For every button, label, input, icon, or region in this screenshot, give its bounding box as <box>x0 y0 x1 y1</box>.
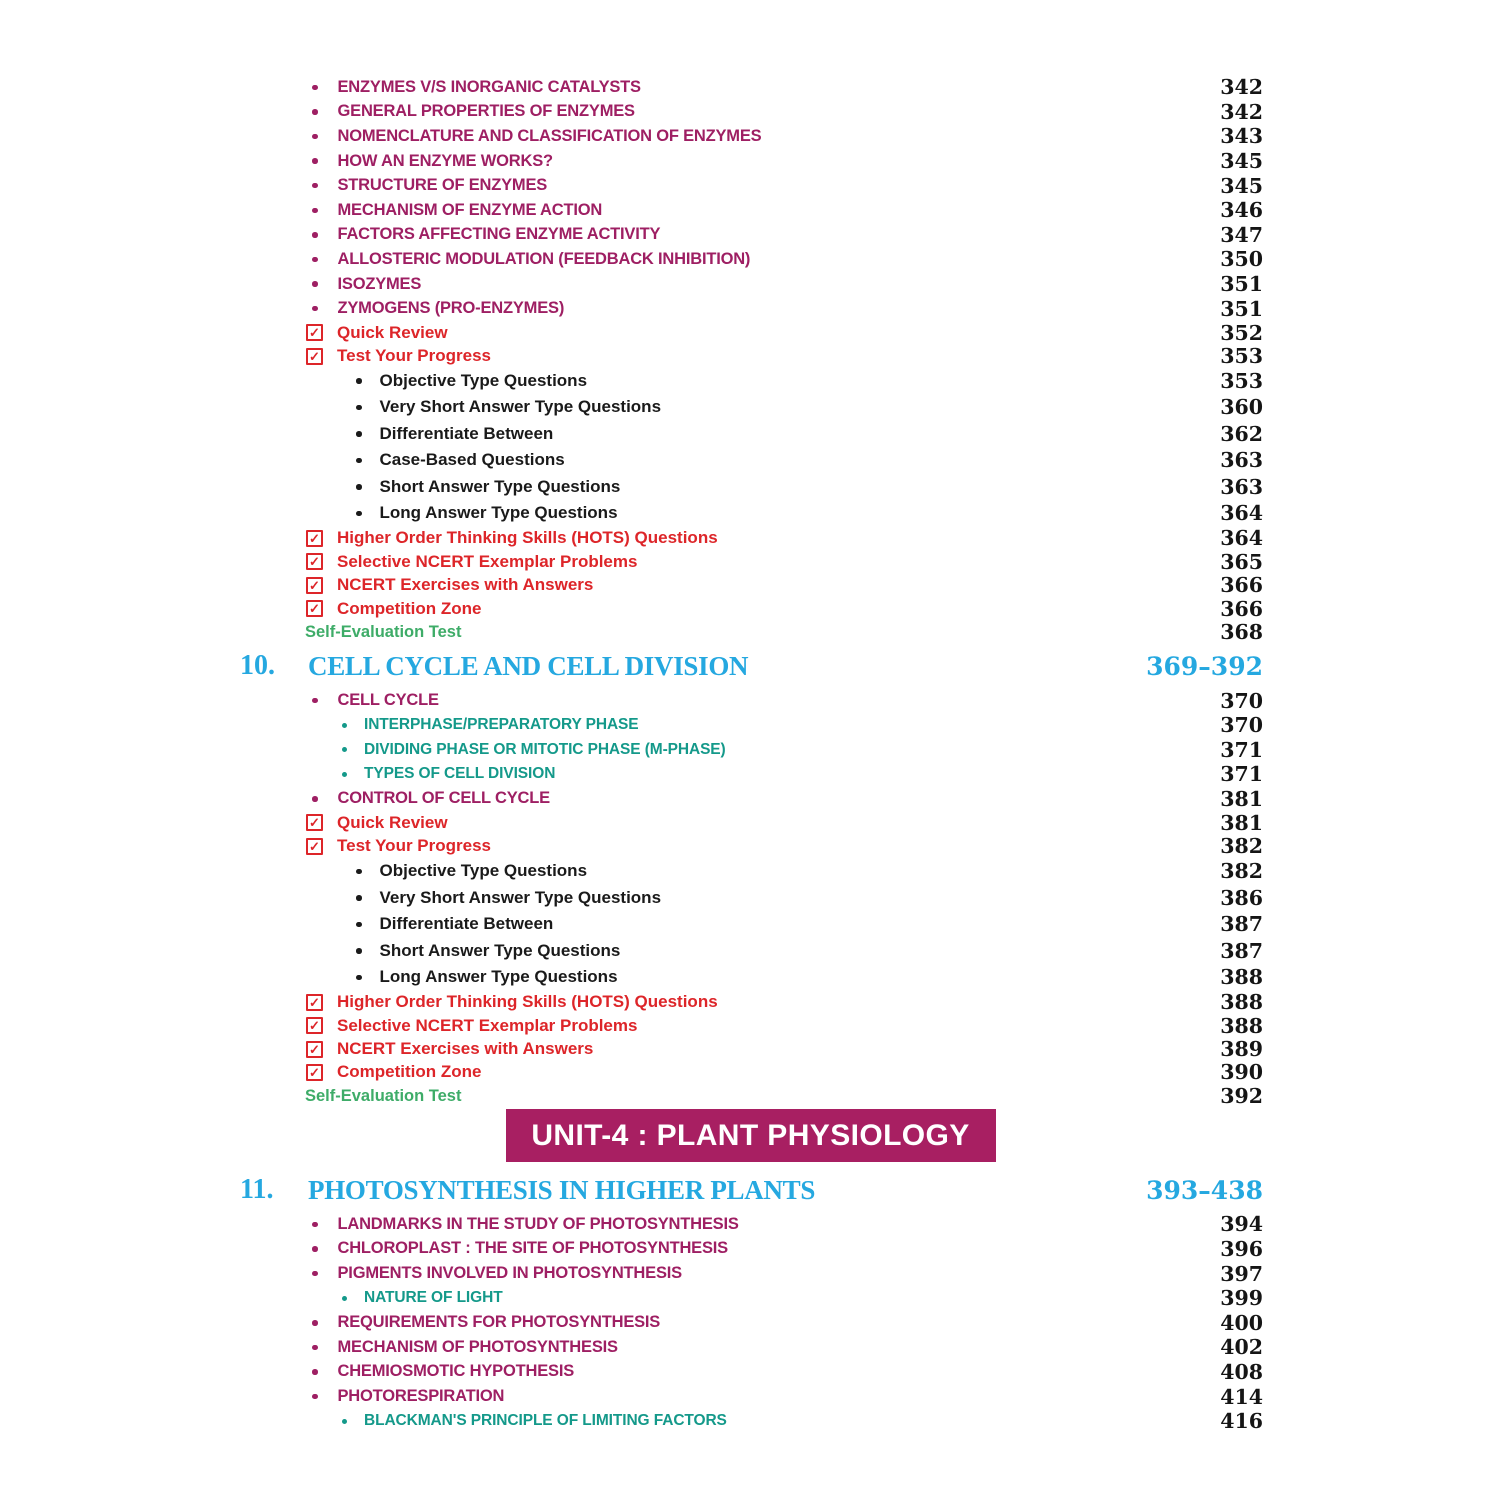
bullet-dot-icon <box>312 698 318 704</box>
bullet-dot-icon <box>312 306 318 312</box>
toc-entry-row <box>238 296 1263 321</box>
bullet-dot-icon <box>342 747 347 752</box>
toc-entry-row <box>238 911 1263 938</box>
toc-entry-row <box>238 1237 1263 1262</box>
toc-entry-label: Short Answer Type Questions <box>379 476 621 496</box>
toc-entry-label: NATURE OF LIGHT <box>364 1289 503 1307</box>
page-number: 397 <box>1220 1261 1263 1286</box>
toc-entry-row <box>238 421 1263 448</box>
unit-banner-label: UNIT-4 : PLANT PHYSIOLOGY <box>531 1118 970 1152</box>
page-number: 366 <box>1220 573 1263 598</box>
toc-entry-label: ENZYMES V/S INORGANIC CATALYSTS <box>337 77 641 96</box>
toc-entry-label: Differentiate Between <box>379 423 554 443</box>
toc-entry-label: NCERT Exercises with Answers <box>337 1039 594 1058</box>
toc-entry-row <box>238 938 1263 965</box>
page-number: 360 <box>1220 395 1263 420</box>
toc-entry-label: Very Short Answer Type Questions <box>379 887 662 907</box>
page-number: 388 <box>1220 1013 1263 1038</box>
bullet-dot-icon <box>312 1246 318 1252</box>
page-number: 342 <box>1220 75 1263 100</box>
checked-checkbox-icon: ✓ <box>306 600 323 617</box>
page-number: 345 <box>1220 149 1263 174</box>
toc-entry-label: Competition Zone <box>337 598 482 618</box>
chapter-page-range: 369–392 <box>1146 651 1263 681</box>
bullet-dot-icon <box>312 281 318 287</box>
toc-entry-label: ALLOSTERIC MODULATION (FEEDBACK INHIBITION) <box>337 249 751 268</box>
toc-entry-label: Very Short Answer Type Questions <box>379 397 662 417</box>
toc-entry-label: Quick Review <box>337 322 448 342</box>
bullet-dot-icon <box>356 511 362 517</box>
toc-entry-label: Selective NCERT Exemplar Problems <box>337 1015 638 1035</box>
page-number: 364 <box>1220 526 1263 551</box>
toc-entry-row <box>238 247 1263 272</box>
bullet-dot-icon <box>312 183 318 189</box>
toc-entry-label: TYPES OF CELL DIVISION <box>364 765 556 783</box>
page-number: 381 <box>1220 786 1263 811</box>
page-number: 342 <box>1220 99 1263 124</box>
page-number: 351 <box>1220 296 1263 321</box>
toc-entry-row <box>238 1037 1263 1060</box>
toc-entry-row <box>238 173 1263 198</box>
page-number: 353 <box>1220 368 1263 393</box>
toc-entry-label: Long Answer Type Questions <box>379 503 618 523</box>
toc-entry-row <box>238 223 1263 248</box>
bullet-dot-icon <box>312 109 318 115</box>
bullet-dot-icon <box>356 869 362 875</box>
page-number: 414 <box>1220 1384 1263 1409</box>
chapter-number: 10. <box>240 650 275 682</box>
page-number: 408 <box>1220 1359 1263 1384</box>
chapter-number: 11. <box>240 1174 274 1206</box>
toc-entry-label: BLACKMAN'S PRINCIPLE OF LIMITING FACTORS <box>364 1412 727 1430</box>
toc-entry-label: LANDMARKS IN THE STUDY OF PHOTOSYNTHESIS <box>337 1214 739 1233</box>
toc-entry-row <box>238 1310 1263 1335</box>
toc-entry-row <box>238 272 1263 297</box>
toc-entry-label: Selective NCERT Exemplar Problems <box>337 551 638 571</box>
checked-checkbox-icon: ✓ <box>306 814 323 831</box>
toc-entry-row <box>238 198 1263 223</box>
chapter-page-range: 393–438 <box>1146 1175 1263 1205</box>
bullet-dot-icon <box>356 922 362 928</box>
toc-entry-row <box>238 713 1263 738</box>
toc-entry-row <box>238 1084 1263 1108</box>
page-number: 387 <box>1220 938 1263 963</box>
toc-entry-label: Quick Review <box>337 812 448 832</box>
toc-entry-row <box>238 321 1263 344</box>
checked-checkbox-icon: ✓ <box>306 530 323 547</box>
toc-entry-label: Case-Based Questions <box>379 450 565 470</box>
page-number: 382 <box>1220 859 1263 884</box>
toc-entry-row <box>238 1335 1263 1360</box>
toc-entry-label: CHLOROPLAST : THE SITE OF PHOTOSYNTHESIS <box>337 1239 728 1258</box>
toc-entry-label: Self-Evaluation Test <box>305 1086 462 1105</box>
toc-entry-row <box>238 447 1263 474</box>
toc-entry-row <box>238 964 1263 991</box>
page-number: 370 <box>1220 713 1263 738</box>
toc-entry-row <box>238 737 1263 762</box>
toc-entry-label: MECHANISM OF PHOTOSYNTHESIS <box>337 1337 618 1356</box>
checked-checkbox-icon: ✓ <box>306 324 323 341</box>
toc-entry-label: NCERT Exercises with Answers <box>337 575 594 595</box>
chapter-title: PHOTOSYNTHESIS IN HIGHER PLANTS <box>308 1174 816 1205</box>
bullet-dot-icon <box>356 405 362 411</box>
toc-entry-label: PIGMENTS INVOLVED IN PHOTOSYNTHESIS <box>337 1264 682 1283</box>
toc-entry-label: Objective Type Questions <box>379 861 588 881</box>
bullet-dot-icon <box>312 1222 318 1228</box>
page-number: 345 <box>1220 173 1263 198</box>
bullet-dot-icon <box>312 1271 318 1277</box>
toc-entry-label: NOMENCLATURE AND CLASSIFICATION OF ENZYMES <box>337 126 762 145</box>
toc-entry-label: Competition Zone <box>337 1062 482 1082</box>
toc-entry-row <box>238 835 1263 858</box>
toc-entry-row <box>238 1409 1263 1434</box>
bullet-dot-icon <box>356 948 362 954</box>
page-number: 350 <box>1220 247 1263 272</box>
unit-banner-row <box>238 1109 1263 1162</box>
toc-entry-row <box>238 368 1263 395</box>
page-number: 370 <box>1220 688 1263 713</box>
toc-entry-row <box>238 1286 1263 1311</box>
page-number: 363 <box>1220 448 1263 473</box>
checked-checkbox-icon: ✓ <box>306 348 323 365</box>
page-number: 346 <box>1220 198 1263 223</box>
toc-entry-label: Higher Order Thinking Skills (HOTS) Questions <box>337 528 718 548</box>
toc-entry-label: ISOZYMES <box>337 274 422 293</box>
toc-entry-label: Higher Order Thinking Skills (HOTS) Questions <box>337 992 718 1012</box>
page-number: 351 <box>1220 272 1263 297</box>
chapter-heading-row <box>238 646 1263 686</box>
bullet-dot-icon <box>356 458 362 464</box>
page-number: 381 <box>1220 810 1263 835</box>
toc-entry-row <box>238 811 1263 834</box>
bullet-dot-icon <box>342 1419 347 1424</box>
bullet-dot-icon <box>312 85 318 91</box>
page-number: 390 <box>1220 1060 1263 1085</box>
page-number: 382 <box>1220 834 1263 859</box>
page-number: 353 <box>1220 344 1263 369</box>
toc-entry-label: CHEMIOSMOTIC HYPOTHESIS <box>337 1362 575 1381</box>
toc-entry-label: MECHANISM OF ENZYME ACTION <box>337 200 603 219</box>
checked-checkbox-icon: ✓ <box>306 1017 323 1034</box>
page-number: 388 <box>1220 990 1263 1015</box>
toc-entry-row <box>238 1061 1263 1084</box>
toc-entry-label: INTERPHASE/PREPARATORY PHASE <box>364 716 639 734</box>
bullet-dot-icon <box>356 431 362 437</box>
toc-entry-row <box>238 787 1263 812</box>
toc-entry-label: Short Answer Type Questions <box>379 940 621 960</box>
bullet-dot-icon <box>312 208 318 214</box>
page-number: 396 <box>1220 1236 1263 1261</box>
toc-entry-row <box>238 1212 1263 1237</box>
page-number: 347 <box>1220 222 1263 247</box>
toc-entry-row <box>238 991 1263 1014</box>
toc-entry-label: FACTORS AFFECTING ENZYME ACTIVITY <box>337 225 661 244</box>
checked-checkbox-icon: ✓ <box>306 577 323 594</box>
page-number: 363 <box>1220 474 1263 499</box>
checked-checkbox-icon: ✓ <box>306 1064 323 1081</box>
bullet-dot-icon <box>312 232 318 238</box>
toc-entry-label: CELL CYCLE <box>337 691 439 710</box>
page-number: 368 <box>1220 620 1263 645</box>
page-number: 416 <box>1220 1409 1263 1434</box>
toc-entry-label: DIVIDING PHASE OR MITOTIC PHASE (M-PHASE) <box>364 740 726 758</box>
bullet-dot-icon <box>312 1345 318 1351</box>
toc-entry-label: HOW AN ENZYME WORKS? <box>337 151 553 170</box>
page-number: 364 <box>1220 501 1263 526</box>
toc-entry-label: Long Answer Type Questions <box>379 967 618 987</box>
toc-entry-row <box>238 474 1263 501</box>
page-number: 352 <box>1220 320 1263 345</box>
toc-entry-row <box>238 1384 1263 1409</box>
page-number: 400 <box>1220 1310 1263 1335</box>
toc-entry-label: REQUIREMENTS FOR PHOTOSYNTHESIS <box>337 1313 661 1332</box>
toc-entry-row <box>238 597 1263 620</box>
bullet-dot-icon <box>312 134 318 140</box>
toc-entry-row <box>238 1261 1263 1286</box>
page-number: 388 <box>1220 965 1263 990</box>
page-number: 371 <box>1220 762 1263 787</box>
page-number: 394 <box>1220 1212 1263 1237</box>
toc-entry-label: Self-Evaluation Test <box>305 622 462 641</box>
bullet-dot-icon <box>342 772 347 777</box>
bullet-dot-icon <box>356 484 362 490</box>
page-number: 392 <box>1220 1084 1263 1109</box>
toc-entry-row <box>238 550 1263 573</box>
toc-entry-label: PHOTORESPIRATION <box>337 1387 505 1406</box>
toc-entry-row <box>238 344 1263 367</box>
toc-entry-row <box>238 1360 1263 1385</box>
page-number: 371 <box>1220 737 1263 762</box>
toc-entry-row <box>238 858 1263 885</box>
toc-entry-row <box>238 75 1263 100</box>
toc-entry-label: Differentiate Between <box>379 914 554 934</box>
page-number: 387 <box>1220 912 1263 937</box>
page-number: 366 <box>1220 596 1263 621</box>
toc-entry-label: Objective Type Questions <box>379 370 588 390</box>
bullet-dot-icon <box>312 257 318 263</box>
toc-entry-row <box>238 1014 1263 1037</box>
bullet-dot-icon <box>356 895 362 901</box>
bullet-dot-icon <box>312 796 318 802</box>
checked-checkbox-icon: ✓ <box>306 553 323 570</box>
page-number: 362 <box>1220 421 1263 446</box>
toc-entry-label: GENERAL PROPERTIES OF ENZYMES <box>337 102 635 121</box>
toc-entry-row <box>238 500 1263 527</box>
toc-entry-row <box>238 688 1263 713</box>
toc-entry-row <box>238 149 1263 174</box>
toc-entry-row <box>238 100 1263 125</box>
unit-banner <box>506 1109 996 1162</box>
page-number: 389 <box>1220 1037 1263 1062</box>
page-number: 386 <box>1220 885 1263 910</box>
page-number: 399 <box>1220 1286 1263 1311</box>
toc-entry-row <box>238 574 1263 597</box>
toc-entry-label: CONTROL OF CELL CYCLE <box>337 789 550 808</box>
toc-entry-label: Test Your Progress <box>337 346 491 366</box>
toc-entry-row <box>238 885 1263 912</box>
bullet-dot-icon <box>356 975 362 981</box>
checked-checkbox-icon: ✓ <box>306 1041 323 1058</box>
page-number: 365 <box>1220 549 1263 574</box>
bullet-dot-icon <box>342 1296 347 1301</box>
toc-entry-label: Test Your Progress <box>337 836 491 856</box>
bullet-dot-icon <box>356 378 362 384</box>
toc-entry-row <box>238 620 1263 644</box>
bullet-dot-icon <box>312 1394 318 1400</box>
chapter-heading-row <box>238 1170 1263 1210</box>
checked-checkbox-icon: ✓ <box>306 838 323 855</box>
toc-entry-label: STRUCTURE OF ENZYMES <box>337 176 548 195</box>
checked-checkbox-icon: ✓ <box>306 994 323 1011</box>
bullet-dot-icon <box>342 723 347 728</box>
page-number: 402 <box>1220 1335 1263 1360</box>
bullet-dot-icon <box>312 158 318 164</box>
bullet-dot-icon <box>312 1320 318 1326</box>
bullet-dot-icon <box>312 1369 318 1375</box>
toc-entry-label: ZYMOGENS (PRO-ENZYMES) <box>337 299 565 318</box>
page-number: 343 <box>1220 124 1263 149</box>
toc-entry-row <box>238 124 1263 149</box>
table-of-contents <box>238 75 1263 1433</box>
chapter-title: CELL CYCLE AND CELL DIVISION <box>308 650 749 681</box>
toc-entry-row <box>238 527 1263 550</box>
toc-entry-row <box>238 394 1263 421</box>
toc-entry-row <box>238 762 1263 787</box>
